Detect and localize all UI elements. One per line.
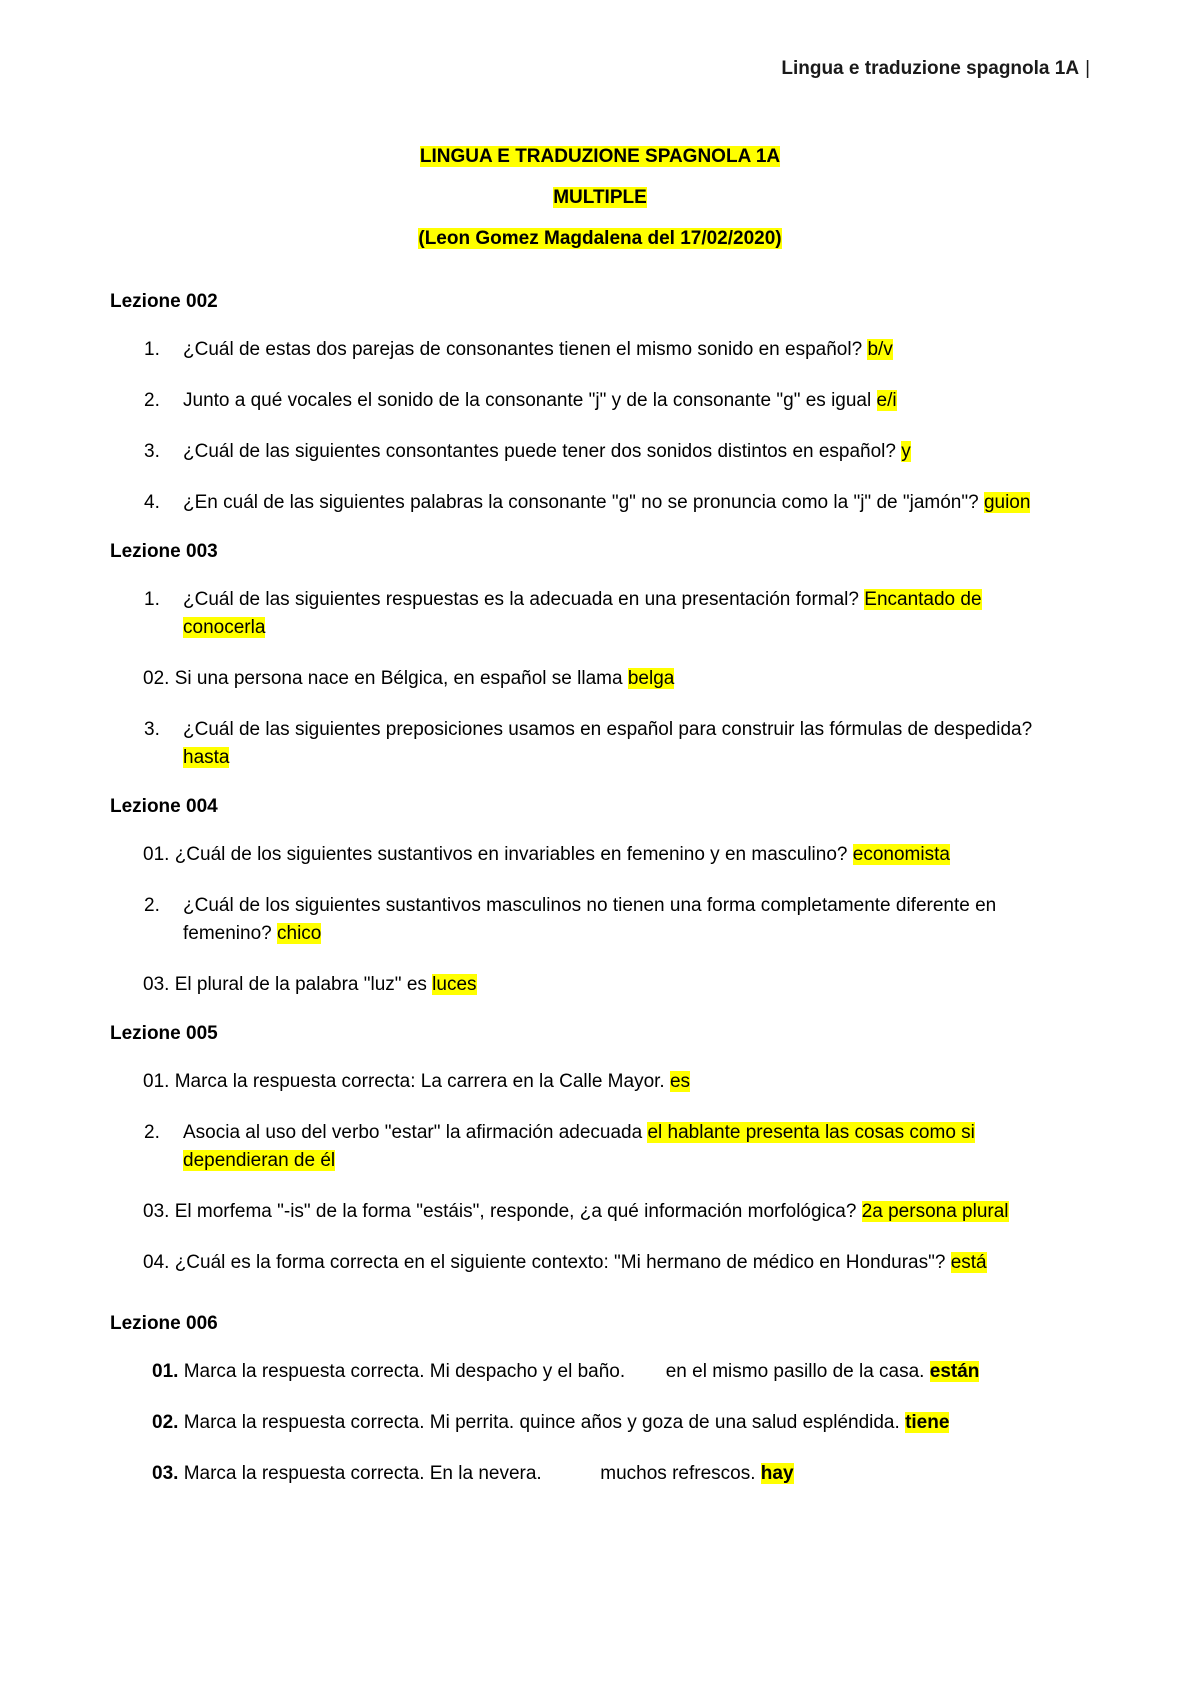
answer-highlight: Encantado de conocerla [183, 589, 982, 638]
list-item [110, 1249, 1110, 1277]
question-text: ¿Cuál es la forma correcta en el siguiente contexto: "Mi hermano de médico en Honduras"? [174, 1252, 946, 1273]
question-text: ¿En cuál de las siguientes palabras la consonante "g" no se pronuncia como la "j" de "jamón"? [183, 492, 979, 513]
list-item [110, 1460, 1110, 1488]
list-item [110, 665, 1110, 693]
author-date-line: (Leon Gomez Magdalena del 17/02/2020) [418, 228, 782, 249]
list-item [110, 1409, 1110, 1437]
answer-highlight: guion [983, 492, 1031, 513]
answer-highlight: luces [432, 974, 477, 995]
item-number: 3. [144, 441, 160, 462]
question-text: ¿Cuál de las siguientes consontantes puede tener dos sonidos distintos en español? [183, 441, 896, 462]
list-item [110, 841, 1110, 869]
list-item [110, 387, 1110, 415]
question-text: Marca la respuesta correcta. Mi despacho y el baño. [183, 1361, 626, 1382]
answer-highlight: y [901, 441, 911, 462]
subtitle-multiple: MULTIPLE [553, 187, 647, 208]
list-item [110, 489, 1110, 517]
question-text: Marca la respuesta correcta: La carrera en la Calle Mayor. [174, 1071, 665, 1092]
item-number: 4. [144, 492, 160, 513]
question-text: Si una persona nace en Bélgica, en español se llama [174, 668, 623, 689]
spacer [110, 1300, 1110, 1312]
question-text: ¿Cuál de las siguientes preposiciones usamos en español para construir las fórmulas de despedida? [183, 719, 1033, 740]
item-number: 02. [152, 1412, 179, 1433]
answer-highlight: están [929, 1361, 980, 1382]
item-number: 02. [143, 668, 170, 689]
list-item [110, 716, 1043, 772]
answer-highlight: chico [277, 923, 322, 944]
list-item [110, 892, 1083, 948]
item-number: 03. [143, 1201, 170, 1222]
answer-highlight: el hablante presenta las cosas como si dependieran de él [183, 1122, 975, 1171]
lesson-title: Lezione 004 [110, 796, 218, 817]
answer-highlight: está [950, 1252, 987, 1273]
answer-highlight: es [669, 1071, 691, 1092]
content [110, 290, 1110, 1511]
question-text: Junto a qué vocales el sonido de la consonante "j" y de la consonante "g" es igual [183, 390, 872, 411]
item-number: 1. [144, 339, 160, 360]
question-text: El plural de la palabra "luz" es [174, 974, 427, 995]
item-number: 04. [143, 1252, 170, 1273]
item-number: 03. [152, 1463, 179, 1484]
answer-highlight: 2a persona plural [861, 1201, 1009, 1222]
course-title: LINGUA E TRADUZIONE SPAGNOLA 1A [419, 146, 781, 167]
question-text: El morfema "-is" de la forma "estáis", responde, ¿a qué información morfológica? [174, 1201, 857, 1222]
question-text: Marca la respuesta correcta. En la nevera. [183, 1463, 542, 1484]
list-item [110, 438, 1110, 466]
answer-highlight: tiene [905, 1412, 950, 1433]
question-text: ¿Cuál de los siguientes sustantivos masculinos no tienen una forma completamente diferente en femenino? [183, 895, 997, 944]
running-header [781, 58, 1090, 80]
question-text-continued: en el mismo pasillo de la casa. [665, 1361, 925, 1382]
list-item [110, 971, 1110, 999]
item-number: 1. [144, 589, 160, 610]
item-number: 01. [143, 844, 170, 865]
lesson-title: Lezione 003 [110, 541, 218, 562]
list-item [110, 1358, 1110, 1386]
item-number: 2. [144, 895, 160, 916]
question-text: ¿Cuál de las siguientes respuestas es la adecuada en una presentación formal? [183, 589, 859, 610]
list-item [110, 586, 1043, 642]
item-number: 2. [144, 1122, 160, 1143]
list-item [110, 1068, 1110, 1096]
item-number: 01. [152, 1361, 179, 1382]
list-item [110, 1119, 1043, 1175]
title-block [0, 146, 1200, 269]
item-number: 01. [143, 1071, 170, 1092]
question-text: Marca la respuesta correcta. Mi perrita. quince años y goza de una salud espléndida. [183, 1412, 900, 1433]
answer-highlight: belga [627, 668, 675, 689]
answer-highlight: economista [852, 844, 950, 865]
header-separator: | [1085, 58, 1090, 79]
lesson-title: Lezione 002 [110, 291, 218, 312]
item-number: 03. [143, 974, 170, 995]
list-item [110, 1198, 1110, 1226]
header-title: Lingua e traduzione spagnola 1A [781, 58, 1080, 79]
item-number: 2. [144, 390, 160, 411]
answer-highlight: e/i [876, 390, 897, 411]
question-text: ¿Cuál de los siguientes sustantivos en invariables en femenino y en masculino? [174, 844, 848, 865]
question-text: ¿Cuál de estas dos parejas de consonantes tienen el mismo sonido en español? [183, 339, 863, 360]
answer-highlight: b/v [867, 339, 893, 360]
answer-highlight: hasta [183, 747, 230, 768]
lesson-title: Lezione 006 [110, 1313, 218, 1334]
item-number: 3. [144, 719, 160, 740]
lesson-title: Lezione 005 [110, 1023, 218, 1044]
list-item [110, 336, 1110, 364]
question-text: Asocia al uso del verbo "estar" la afirmación adecuada [183, 1122, 643, 1143]
answer-highlight: hay [760, 1463, 794, 1484]
question-text-continued: muchos refrescos. [600, 1463, 756, 1484]
